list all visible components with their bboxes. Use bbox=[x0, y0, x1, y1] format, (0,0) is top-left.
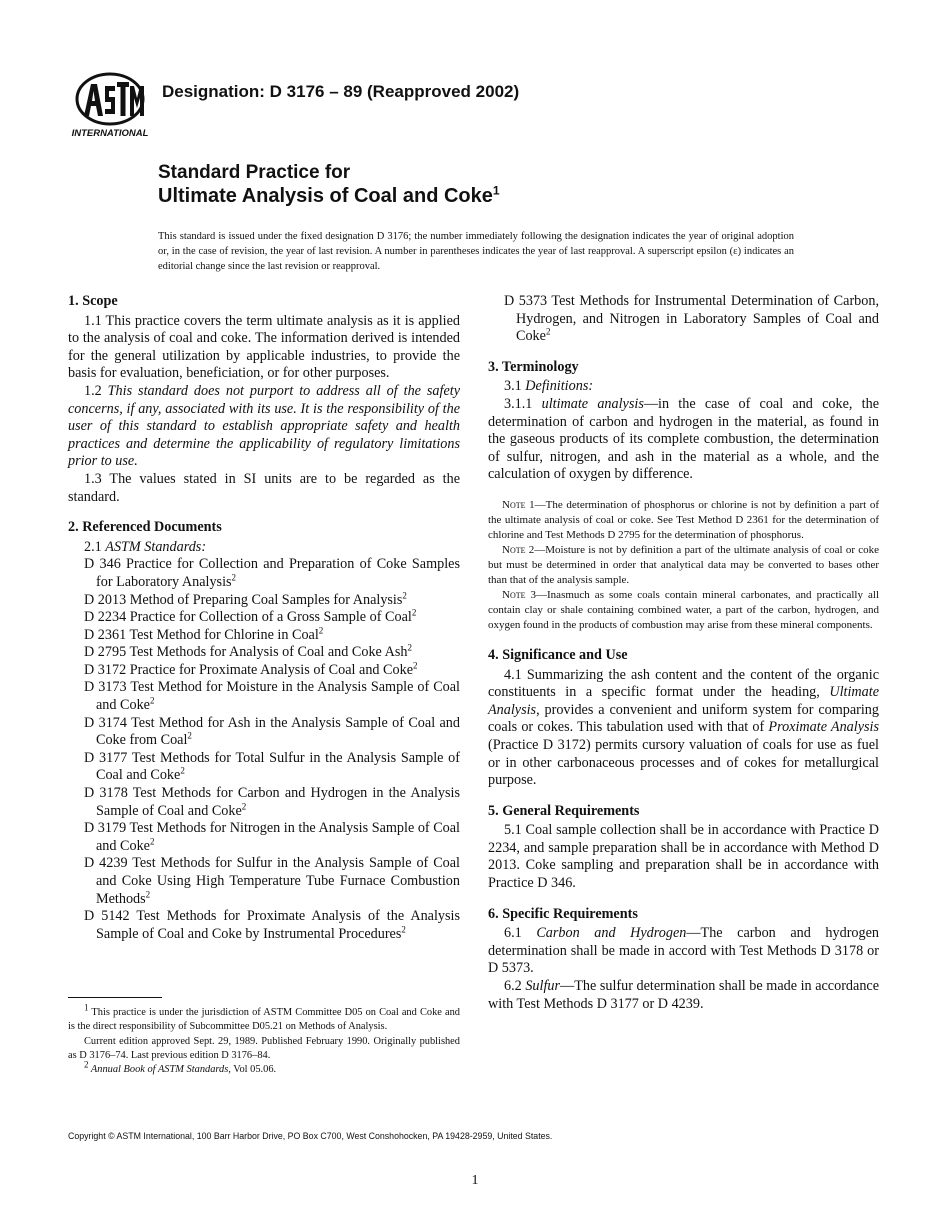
referenced-heading: 2. Referenced Documents bbox=[68, 519, 222, 536]
footnote-1: $^1$ This practice is under the jurisdiction of ASTM Committee D05 on Coal and Coke and is the direct responsibility of Subcommittee D05.21 on Methods of Analysis. bbox=[68, 1002, 460, 1033]
title-line-1: Standard Practice for bbox=[158, 162, 351, 183]
general-heading: 5. General Requirements bbox=[488, 802, 640, 819]
astm-logo bbox=[68, 72, 152, 140]
reference-item: D 3179 Test Methods for Nitrogen in the Analysis Sample of Coal and Coke$^2$ bbox=[84, 820, 460, 854]
intro-paragraph: This standard is issued under the fixed designation D 3176; the number immediately following the designation indicates the year of original adoption or, in the case of revision, the year of last revision. A number in parentheses indicates the year of last reapproval. A superscript epsilon (ε) indicates an editorial change since the last revision or reapproval. bbox=[158, 231, 794, 272]
designation: Designation: D 3176 – 89 (Reapproved 2002) bbox=[162, 82, 520, 101]
reference-item: D 5373 Test Methods for Instrumental Determination of Carbon, Hydrogen, and Nitrogen in Laboratory Samples of Coal and Coke$^2$ bbox=[504, 293, 879, 345]
reference-item: D 2234 Practice for Collection of a Gross Sample of Coal$^2$ bbox=[84, 607, 417, 626]
scope-p1: 1.1 This practice covers the term ultimate analysis as it is applied to the analysis of coal and coke. The information derived is intended for the general utilization by applicable industries, to provide the basis for evaluation, beneficiation, or for other purposes. bbox=[68, 312, 460, 382]
definitions-subheading: 3.1 Definitions: bbox=[504, 378, 594, 395]
significance-heading: 4. Significance and Use bbox=[488, 646, 628, 663]
reference-item: D 4239 Test Methods for Sulfur in the Analysis Sample of Coal and Coke Using High Temperature Tube Furnace Combustion Methods$^2$ bbox=[84, 855, 460, 907]
reference-item: D 5142 Test Methods for Proximate Analysis of the Analysis Sample of Coal and Coke by Instrumental Procedures$^2$ bbox=[84, 908, 460, 942]
significance-p1: 4.1 Summarizing the ash content and the content of the organic constituents in a specific format under the heading, Ultimate Analysis, provides a convenient and uniform system for comparing coals or cokes. This tabulation used with that of Proximate Analysis (Practice D 3172) permits cursory valuation of coals for use as fuel or in other carbonaceous processes and of cokes for metallurgical purpose. bbox=[488, 666, 879, 789]
reference-item: D 346 Practice for Collection and Preparation of Coke Samples for Laboratory Analysis$^2$ bbox=[84, 556, 460, 590]
reference-item: D 3174 Test Method for Ash in the Analysis Sample of Coal and Coke from Coal$^2$ bbox=[84, 714, 460, 749]
left-column bbox=[68, 293, 460, 943]
reference-list bbox=[68, 556, 460, 943]
specific-p2: 6.2 Sulfur—The sulfur determination shall be made in accordance with Test Methods D 3177 or D 4239. bbox=[488, 978, 880, 1012]
copyright: Copyright © ASTM International, 100 Barr Harbor Drive, PO Box C700, West Conshohocken, PA 19428-2959, United States. bbox=[68, 1131, 553, 1141]
referenced-subheading: 2.1 ASTM Standards: bbox=[84, 538, 207, 555]
scope-heading: 1. Scope bbox=[68, 293, 118, 309]
note-2: Note 2—Moisture is not by definition a part of the ultimate analysis of coal or coke but must be determined in order that analytical data may be converted to bases other than that of the analysis sample. bbox=[488, 543, 879, 586]
title-line-2: Ultimate Analysis of Coal and Coke$^1$ bbox=[158, 183, 500, 207]
footnote-2: $^2$ Annual Book of ASTM Standards, Vol 05.06. bbox=[84, 1059, 277, 1076]
reference-item: D 3177 Test Methods for Total Sulfur in the Analysis Sample of Coal and Coke$^2$ bbox=[84, 749, 460, 784]
reference-item: D 2013 Method of Preparing Coal Samples for Analysis$^2$ bbox=[84, 589, 407, 608]
footnotes bbox=[68, 1002, 460, 1077]
note-1: Note 1—The determination of phosphorus or chlorine is not by definition a part of the ultimate analysis of coal or coke. See Test Method D 2361 for the determination of chlorine and Test Methods D 2795 for the determination of phosphorus. bbox=[488, 498, 879, 541]
footnote-rule bbox=[68, 997, 162, 998]
title-footnote-mark: 1 bbox=[492, 183, 500, 198]
reference-item: D 3173 Test Method for Moisture in the Analysis Sample of Coal and Coke$^2$ bbox=[84, 679, 460, 714]
note-3: Note 3—Inasmuch as some coals contain mineral carbonates, and practically all contain clay or shale containing combined water, a part of the carbon, hydrogen, and oxygen found in the products of combustion may arise from these mineral components. bbox=[488, 588, 879, 631]
scope-p3: 1.3 The values stated in SI units are to be regarded as the standard. bbox=[68, 470, 460, 505]
specific-heading: 6. Specific Requirements bbox=[488, 905, 638, 922]
general-p1: 5.1 Coal sample collection shall be in accordance with Practice D 2234, and sample preparation shall be in accordance with Method D 2013. Coke sampling and preparation shall be in accordance with Practice D 346. bbox=[488, 822, 879, 892]
definition-ultimate-analysis: 3.1.1 ultimate analysis—in the case of coal and coke, the determination of carbon and hydrogen in the material, as found in the gaseous products of its complete combustion, the determination of sulfur, nitrogen, and ash in the material as a whole, and the calculation of oxygen by difference. bbox=[488, 395, 879, 483]
terminology-heading: 3. Terminology bbox=[488, 358, 579, 375]
reference-item: D 3172 Practice for Proximate Analysis of Coal and Coke$^2$ bbox=[84, 660, 418, 678]
reference-item: D 2795 Test Methods for Analysis of Coal and Coke Ash$^2$ bbox=[84, 642, 412, 661]
footnote-1-edition: Current edition approved Sept. 29, 1989. Published February 1990. Originally published as D 3176–74. Last previous edition D 3176–84. bbox=[68, 1035, 460, 1061]
page-number: 1 bbox=[471, 1173, 479, 1188]
specific-p1: 6.1 Carbon and Hydrogen—The carbon and hydrogen determination shall be made in accord with Test Methods D 3178 or D 5373. bbox=[488, 925, 879, 977]
astm-logo-subtext: INTERNATIONAL bbox=[71, 128, 149, 139]
scope-p2: 1.2 This standard does not purport to address all of the safety concerns, if any, associated with its use. It is the responsibility of the user of this standard to establish appropriate safety and health practices and determine the applicability of regulatory limitations prior to use. bbox=[68, 382, 460, 470]
document-title bbox=[158, 162, 500, 208]
right-column bbox=[488, 293, 879, 1013]
reference-item: D 2361 Test Method for Chlorine in Coal$^2$ bbox=[84, 624, 324, 643]
reference-item: D 3178 Test Methods for Carbon and Hydrogen in the Analysis Sample of Coal and Coke$^2$ bbox=[84, 785, 460, 819]
